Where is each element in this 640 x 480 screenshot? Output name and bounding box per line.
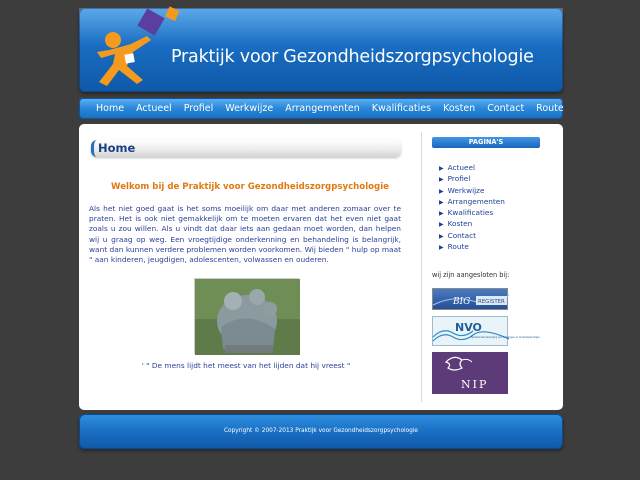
welcome-heading: Welkom bij de Praktijk voor Gezondheidszorgpsychologie xyxy=(111,182,389,192)
nvo-subtitle: Nederlandse Vereniging van Pedagogen en Onderwijskundigen xyxy=(471,336,540,339)
nav-item-werkwijze[interactable]: Werkwijze xyxy=(225,103,274,114)
sidebar-item-label: Actueel xyxy=(447,163,475,172)
main-content xyxy=(79,124,421,410)
sidebar-item-route[interactable] xyxy=(439,241,505,252)
sidebar-item-label: Kwalificaties xyxy=(447,208,494,218)
sidebar-item-label: Profiel xyxy=(447,174,471,184)
sidebar-item-actueel[interactable] xyxy=(439,162,505,173)
site-header xyxy=(79,8,563,92)
page-title: Home xyxy=(98,141,136,155)
site-title: Praktijk voor Gezondheidszorgpsychologie xyxy=(171,47,534,67)
nav-item-contact[interactable]: Contact xyxy=(487,103,525,114)
page-title-bar xyxy=(91,140,401,157)
content-panel xyxy=(79,124,563,410)
sidebar-item-kosten[interactable] xyxy=(439,218,505,229)
membership-label: wij zijn aangesloten bij: xyxy=(432,271,510,279)
big-register-badge[interactable] xyxy=(432,288,508,310)
nvo-text: NVO xyxy=(455,321,482,334)
sidebar-item-kwalificaties[interactable] xyxy=(439,207,505,218)
sidebar-item-label: Kosten xyxy=(447,219,473,229)
arrow-right-icon: ▶ xyxy=(439,198,444,206)
arrow-right-icon: ▶ xyxy=(439,244,444,252)
nvo-logo-icon xyxy=(433,317,540,347)
nav-item-home[interactable]: Home xyxy=(96,103,125,114)
sculpture-photo xyxy=(194,278,299,354)
main-nav xyxy=(79,98,563,119)
arrow-right-icon: ▶ xyxy=(439,165,444,172)
sidebar-item-arrangementen[interactable] xyxy=(439,196,505,207)
nav-item-route[interactable]: Route xyxy=(536,103,564,114)
site-footer xyxy=(79,414,563,449)
sidebar-item-profiel[interactable] xyxy=(439,173,505,184)
nip-badge[interactable] xyxy=(432,352,508,394)
sculpture-image-icon xyxy=(195,279,300,355)
nip-logo-icon xyxy=(432,352,508,394)
arrow-right-icon: ▶ xyxy=(439,221,444,229)
sidebar-item-contact[interactable] xyxy=(439,230,505,241)
sidebar-menu xyxy=(439,162,505,252)
sidebar-heading: PAGINA'S xyxy=(432,137,540,148)
nav-item-arrangementen[interactable]: Arrangementen xyxy=(285,103,360,114)
nav-item-kosten[interactable]: Kosten xyxy=(443,103,476,114)
big-register-text: REGISTER xyxy=(478,299,505,305)
big-text: BIG xyxy=(453,297,471,307)
arrow-right-icon: ▶ xyxy=(439,187,444,195)
nav-item-actueel[interactable]: Actueel xyxy=(136,103,172,114)
running-figure-logo-icon xyxy=(87,6,177,96)
intro-paragraph: Als het niet goed gaat is het soms moeilijk om daar met anderen zomaar over te praten. Het is ook niet gemakkelijk om te moeten ervaren dat het even niet gaat zoals u zou willen. Als u vindt dat daar iets aan gedaan moet worden, dan helpen wij u graag op weg. Een vroegtijdige onderkenning en behandeling is belangrijk, want dan kunnen verdere problemen worden voorkomen. Wij bieden " hulp op maat " aan kinderen, jeugdigen, adolescenten, volwassen en ouderen. xyxy=(89,204,401,265)
arrow-right-icon: ▶ xyxy=(439,176,444,184)
nav-item-profiel[interactable]: Profiel xyxy=(183,103,214,114)
nvo-badge[interactable] xyxy=(432,316,540,346)
sidebar-item-label: Werkwijze xyxy=(447,185,485,195)
sidebar-item-label: Route xyxy=(447,242,469,252)
sidebar-item-label: Contact xyxy=(447,230,477,240)
nip-text: NIP xyxy=(461,378,489,391)
nav-item-kwalificaties[interactable]: Kwalificaties xyxy=(371,103,432,114)
sidebar-item-werkwijze[interactable] xyxy=(439,185,505,196)
copyright-text: Copyright © 2007-2013 Praktijk voor Gezondheidszorgpsychologie xyxy=(223,428,419,434)
arrow-right-icon: ▶ xyxy=(439,232,444,240)
quote-text: ' " De mens lijdt het meest van het lijden dat hij vreest " xyxy=(141,361,351,370)
big-register-logo-icon xyxy=(433,289,509,311)
arrow-right-icon: ▶ xyxy=(439,210,444,218)
sidebar-item-label: Arrangementen xyxy=(447,196,505,206)
column-divider xyxy=(421,132,422,402)
